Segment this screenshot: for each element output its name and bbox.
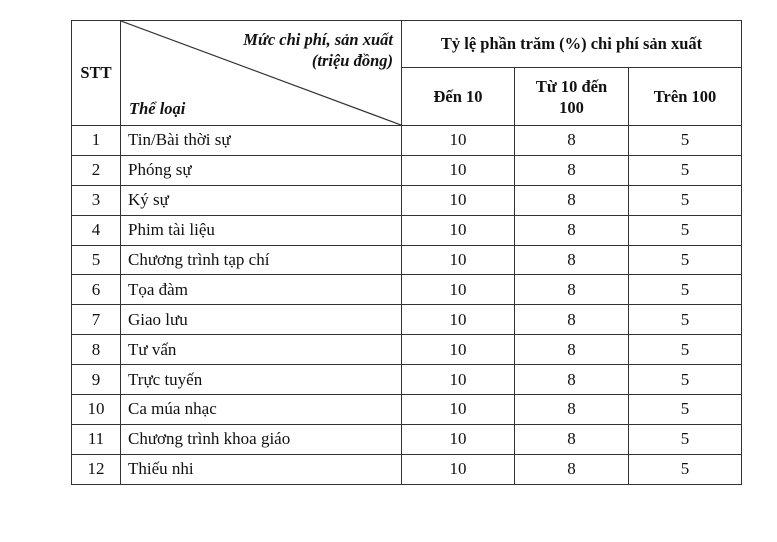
row-number-cell: 2 (72, 155, 121, 185)
pct-10-to-100-cell: 8 (515, 245, 629, 275)
stt-header: STT (72, 21, 121, 126)
row-number-cell: 8 (72, 335, 121, 365)
table-row (72, 245, 742, 275)
pct-10-to-100-cell: 8 (515, 185, 629, 215)
table-row (72, 424, 742, 454)
table-row (72, 126, 742, 156)
pct-up-to-10-cell: 10 (402, 424, 515, 454)
genre-cell: Tư vấn (121, 335, 402, 365)
pct-10-to-100-cell: 8 (515, 365, 629, 395)
col-header-over-100: Trên 100 (629, 68, 742, 126)
table-row (72, 275, 742, 305)
pct-up-to-10-cell: 10 (402, 185, 515, 215)
production-cost-table (71, 20, 742, 485)
row-number-cell: 5 (72, 245, 121, 275)
pct-over-100-cell: 5 (629, 215, 742, 245)
row-number-cell: 6 (72, 275, 121, 305)
genre-cell: Phim tài liệu (121, 215, 402, 245)
row-number-cell: 1 (72, 126, 121, 156)
row-number-cell: 7 (72, 305, 121, 335)
pct-over-100-cell: 5 (629, 275, 742, 305)
row-number-cell: 9 (72, 365, 121, 395)
genre-cell: Trực tuyến (121, 365, 402, 395)
table-row (72, 395, 742, 425)
pct-10-to-100-cell: 8 (515, 126, 629, 156)
row-number-cell: 11 (72, 424, 121, 454)
header-row-1 (72, 21, 742, 68)
pct-up-to-10-cell: 10 (402, 245, 515, 275)
pct-up-to-10-cell: 10 (402, 365, 515, 395)
pct-10-to-100-cell: 8 (515, 424, 629, 454)
pct-over-100-cell: 5 (629, 365, 742, 395)
pct-up-to-10-cell: 10 (402, 215, 515, 245)
genre-cell: Phóng sự (121, 155, 402, 185)
pct-up-to-10-cell: 10 (402, 305, 515, 335)
row-number-cell: 10 (72, 395, 121, 425)
genre-cell: Chương trình tạp chí (121, 245, 402, 275)
pct-up-to-10-cell: 10 (402, 275, 515, 305)
pct-10-to-100-cell: 8 (515, 335, 629, 365)
cost-level-label (243, 29, 393, 71)
genre-cell: Giao lưu (121, 305, 402, 335)
row-number-cell: 4 (72, 215, 121, 245)
pct-over-100-cell: 5 (629, 185, 742, 215)
genre-cell: Thiếu nhi (121, 454, 402, 484)
diagonal-header-cell (121, 21, 402, 126)
table-header (72, 21, 742, 126)
pct-10-to-100-cell: 8 (515, 215, 629, 245)
pct-10-to-100-cell: 8 (515, 155, 629, 185)
table-row (72, 155, 742, 185)
genre-cell: Tọa đàm (121, 275, 402, 305)
pct-over-100-cell: 5 (629, 395, 742, 425)
pct-10-to-100-cell: 8 (515, 305, 629, 335)
pct-over-100-cell: 5 (629, 424, 742, 454)
pct-over-100-cell: 5 (629, 155, 742, 185)
pct-up-to-10-cell: 10 (402, 395, 515, 425)
percentage-group-header: Tỷ lệ phần trăm (%) chi phí sản xuất (402, 21, 742, 68)
genre-cell: Chương trình khoa giáo (121, 424, 402, 454)
col-header-10-to-100-line1: Từ 10 đến (535, 76, 608, 96)
pct-over-100-cell: 5 (629, 245, 742, 275)
table-row (72, 454, 742, 484)
pct-10-to-100-cell: 8 (515, 454, 629, 484)
table-body (72, 126, 742, 485)
pct-up-to-10-cell: 10 (402, 126, 515, 156)
pct-up-to-10-cell: 10 (402, 454, 515, 484)
col-header-10-to-100-line2: 100 (559, 97, 584, 117)
pct-over-100-cell: 5 (629, 335, 742, 365)
col-header-up-to-10: Đến 10 (402, 68, 515, 126)
cost-level-label-line2: (triệu đồng) (311, 51, 393, 70)
genre-cell: Ký sự (121, 185, 402, 215)
row-number-cell: 3 (72, 185, 121, 215)
table-row (72, 305, 742, 335)
table-row (72, 365, 742, 395)
pct-over-100-cell: 5 (629, 126, 742, 156)
table-row (72, 215, 742, 245)
row-number-cell: 12 (72, 454, 121, 484)
pct-up-to-10-cell: 10 (402, 335, 515, 365)
pct-10-to-100-cell: 8 (515, 395, 629, 425)
genre-cell: Tin/Bài thời sự (121, 126, 402, 156)
genre-label: Thể loại (129, 99, 186, 118)
cost-level-label-line1: Mức chi phí, sản xuất (243, 30, 393, 49)
pct-up-to-10-cell: 10 (402, 155, 515, 185)
col-header-10-to-100 (515, 68, 629, 126)
pct-over-100-cell: 5 (629, 305, 742, 335)
pct-over-100-cell: 5 (629, 454, 742, 484)
genre-cell: Ca múa nhạc (121, 395, 402, 425)
table-row (72, 185, 742, 215)
table-row (72, 335, 742, 365)
pct-10-to-100-cell: 8 (515, 275, 629, 305)
